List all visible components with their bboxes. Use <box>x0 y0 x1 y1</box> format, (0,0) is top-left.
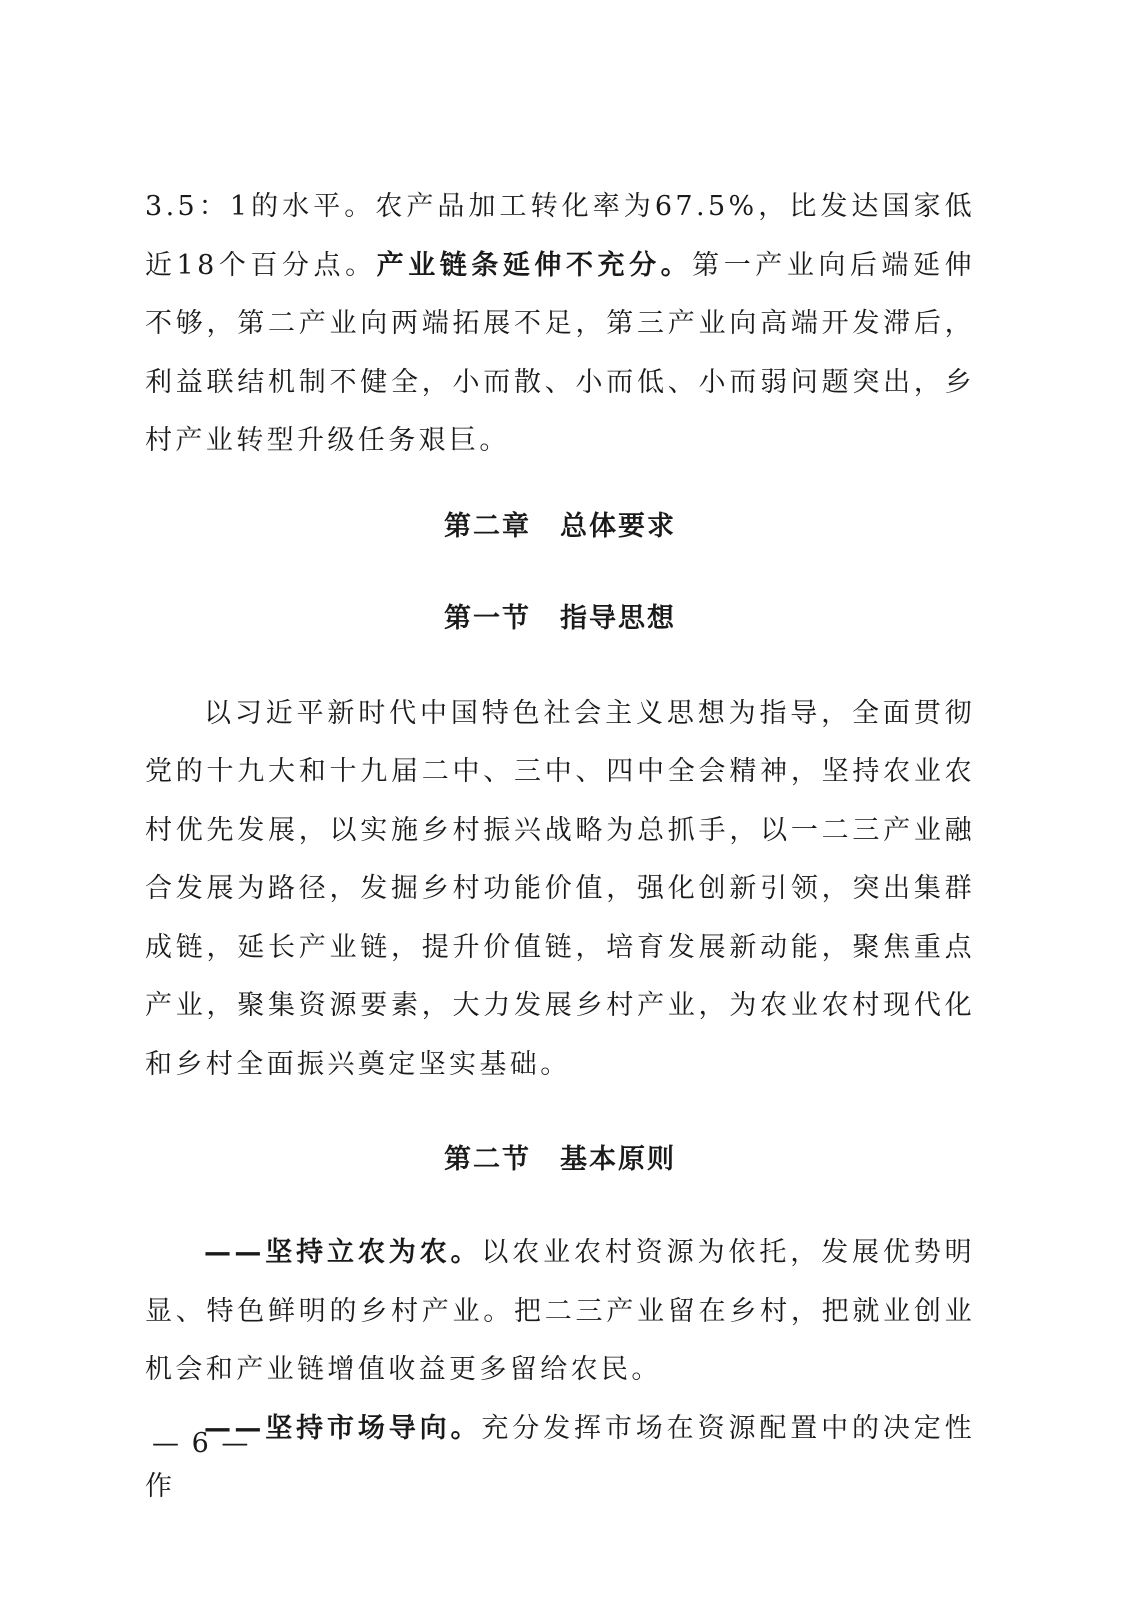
principle-2-text: 充分发挥市场在资源配置中的决定性作 <box>145 1412 975 1502</box>
page-number: — 6 — <box>152 1428 251 1459</box>
paragraph-guiding-thought: 以习近平新时代中国特色社会主义思想为指导，全面贯彻党的十九大和十九届二中、三中、四中全会精神，坚持农业农村优先发展，以实施乡村振兴战略为总抓手，以一二三产业融合发展为路径，发掘乡村功能价值，强化创新引领，突出集群成链，延长产业链，提升价值链，培育发展新动能，聚焦重点产业，聚集资源要素，大力发展乡村产业，为农业农村现代化和乡村全面振兴奠定坚实基础。 <box>145 697 975 1080</box>
principle-1-text: 以农业农村资源为依托，发展优势明显、特色鲜明的乡村产业。把二三产业留在乡村，把就业创业机会和产业链增值收益更多留给农民。 <box>145 1237 975 1385</box>
bold-heading-industry-chain: 产业链条延伸不充分。 <box>376 249 693 281</box>
chapter-title: 第二章 总体要求 <box>444 510 676 542</box>
paragraph-text: 3.5：1的水平。农产品加工转化率为67.5%，比发达国家低近18个百分点。 <box>145 191 975 281</box>
page-content <box>145 178 975 1517</box>
paragraph-text: 第一产业向后端延伸不够，第二产业向两端拓展不足，第三产业向高端开发滞后，利益联结机制不健全，小而散、小而低、小而弱问题突出，乡村产业转型升级任务艰巨。 <box>145 249 975 456</box>
paragraph-industry-chain <box>145 178 975 471</box>
section-title-guiding-thought: 第一节 指导思想 <box>444 602 676 634</box>
principle-1-heading: ——坚持立农为农。 <box>204 1237 482 1268</box>
principle-2-heading: ——坚持市场导向。 <box>204 1412 482 1444</box>
paragraph-principle-1 <box>145 1224 975 1400</box>
section-title-basic-principles: 第二节 基本原则 <box>444 1144 676 1175</box>
paragraph-principle-2 <box>145 1400 975 1517</box>
